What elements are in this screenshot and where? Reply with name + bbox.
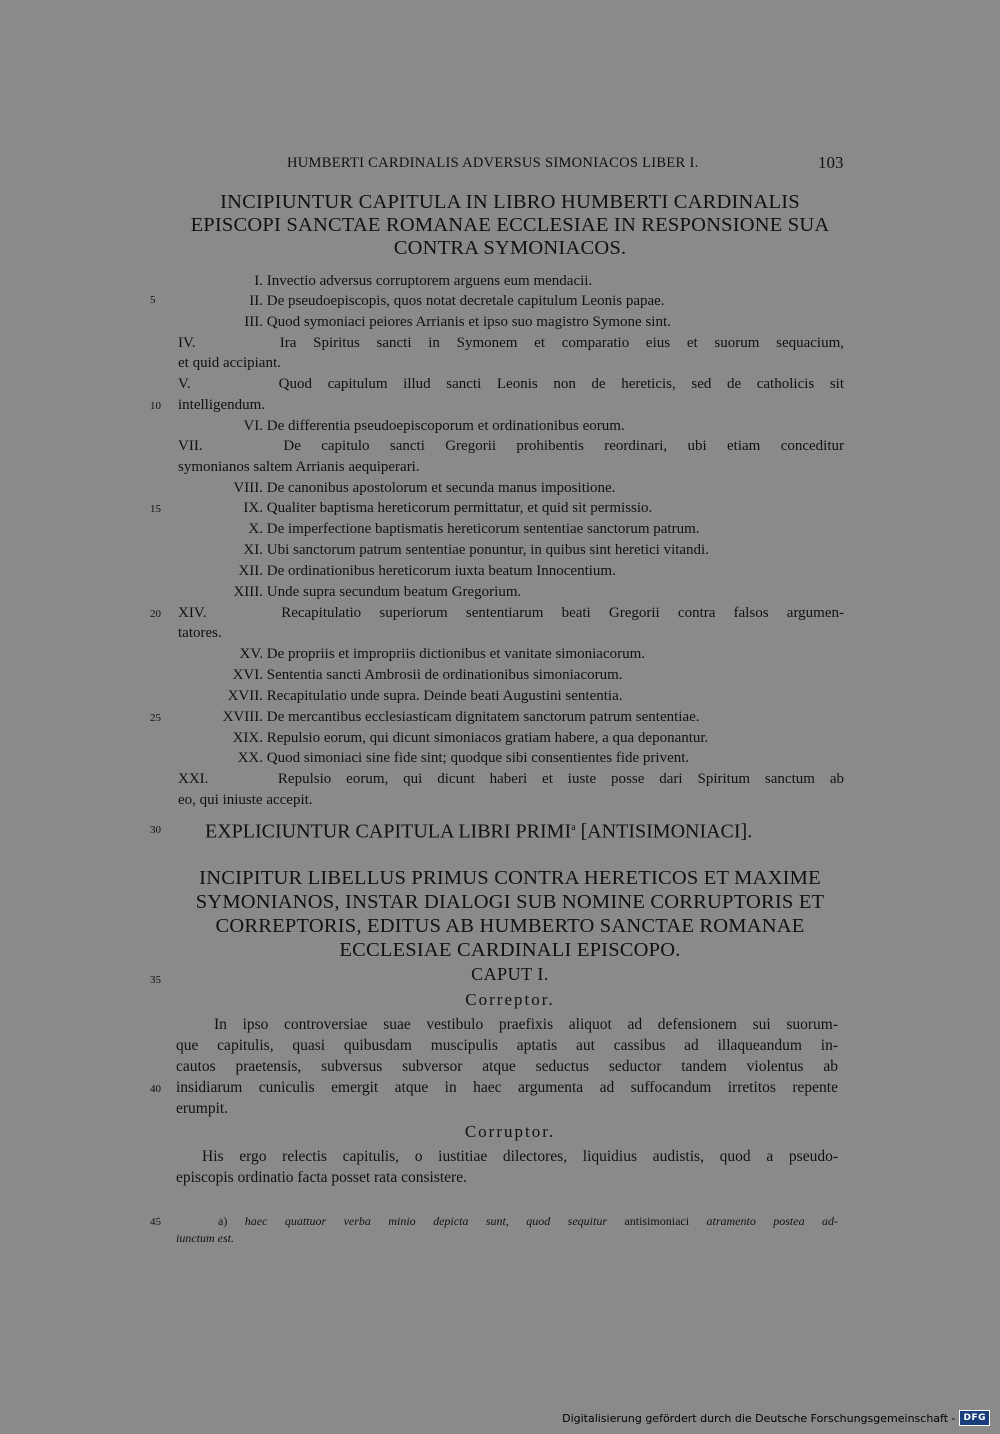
chapter-entry: VI. De differentia pseudoepiscoporum et ordinationibus eorum. <box>243 418 625 434</box>
chapter-entry-continuation: et quid accipiant. <box>178 355 281 371</box>
chapter-entry: XVIII. De mercantibus ecclesiasticam dignitatem sanctorum patrum sententiae. <box>222 709 700 725</box>
dfg-credit-text: Digitalisierung gefördert durch die Deutsche Forschungsgemeinschaft - <box>562 1411 956 1425</box>
heading-line: ECCLESIAE CARDINALI EPISCOPO. <box>339 939 681 961</box>
line-number: 35 <box>150 974 161 986</box>
dfg-logo: DFG <box>959 1410 990 1426</box>
chapter-entry: XIII. Unde supra secundum beatum Gregorium. <box>233 584 522 600</box>
chapter-entry-continuation: tatores. <box>178 625 222 641</box>
chapter-entry: XVI. Sententia sancti Ambrosii de ordinationibus simoniacorum. <box>232 667 623 683</box>
book-heading <box>160 866 860 962</box>
caput-heading: CAPUT I. <box>471 964 549 984</box>
chapter-entry: XII. De ordinationibus hereticorum iuxta beatum Innocentium. <box>238 563 616 579</box>
line-number: 30 <box>150 824 161 836</box>
paragraph: In ipso controversiae suae vestibulo praefixis aliquot ad defensionem sui suorum- que capitulis, quasi quibusdam muscipulis aptatis aut cassibus ad illaqueandum in- cautos praetensis, subversus subversor atque seductus seductor tandem violentus ab insidiarum cuniculis emergit atque in haec argumenta ad suffocandum irretitos repente erumpit. <box>176 1016 838 1117</box>
line-number: 5 <box>150 294 156 306</box>
paragraph: His ergo relectis capitulis, o iustitiae dilectores, liquidius audistis, quod a pseudo- episcopis ordinatio facta posset rata consistere. <box>176 1148 838 1186</box>
line-number: 15 <box>150 503 161 515</box>
chapter-entry: VIII. De canonibus apostolorum et secunda manus impositione. <box>233 480 616 496</box>
chapter-entry: X. De imperfectione baptismatis hereticorum sententiae sanctorum patrum. <box>248 521 700 537</box>
chapter-entry: XX. Quod simoniaci sine fide sint; quodque sibi consentientes fide privent. <box>237 750 690 766</box>
chapters-heading <box>160 191 860 260</box>
chapter-entry: V. Quod capitulum illud sancti Leonis non de hereticis, sed de catholicis sit <box>178 376 845 392</box>
chapter-entry-continuation: symonianos saltem Arrianis aequiperari. <box>178 459 420 475</box>
heading-line: EPISCOPI SANCTAE ROMANAE ECCLESIAE IN RESPONSIONE SUA <box>190 214 830 236</box>
line-number: 40 <box>150 1083 161 1095</box>
chapter-entry: II. De pseudoepiscopis, quos notat decretale capitulum Leonis papae. <box>249 293 665 309</box>
chapter-entry: VII. De capitulo sancti Gregorii prohibentis reordinari, ubi etiam conceditur <box>178 438 844 454</box>
chapter-entry-continuation: intelligendum. <box>178 397 266 413</box>
page-number: 103 <box>818 153 844 172</box>
line-number: 10 <box>150 400 161 412</box>
heading-line: SYMONIANOS, INSTAR DIALOGI SUB NOMINE CORRUPTORIS ET <box>195 891 825 913</box>
chapter-entry: IX. Qualiter baptisma hereticorum permittatur, et quid sit permissio. <box>243 500 653 516</box>
heading-line: CORREPTORIS, EDITUS AB HUMBERTO SANCTAE ROMANAE <box>215 915 805 937</box>
line-number: 25 <box>150 712 161 724</box>
footnote: a) haec quattuor verba minio depicta sunt, quod sequitur antisimoniaci atramento postea ad- iunctum est. <box>176 1214 838 1245</box>
heading-line: INCIPITUR LIBELLUS PRIMUS CONTRA HERETICOS ET MAXIME <box>199 867 821 889</box>
chapter-entry: IV. Ira Spiritus sancti in Symonem et comparatio eius et suorum sequacium, <box>178 335 845 351</box>
speaker-label: Correptor. <box>465 990 555 1009</box>
heading-line: INCIPIUNTUR CAPITULA IN LIBRO HUMBERTI CARDINALIS <box>220 191 800 213</box>
running-title: HUMBERTI CARDINALIS ADVERSUS SIMONIACOS LIBER I. <box>287 155 699 171</box>
chapter-entry: XXI. Repulsio eorum, qui dicunt haberi et iuste posse dari Spiritum sanctum ab <box>178 771 844 787</box>
chapter-entry: XIX. Repulsio eorum, qui dicunt simoniacos gratiam habere, a qua deponantur. <box>232 730 709 746</box>
heading-line: CONTRA SYMONIACOS. <box>393 237 627 259</box>
dfg-credit <box>562 1410 990 1426</box>
line-number: 45 <box>150 1216 161 1228</box>
chapter-entry-continuation: eo, qui iniuste accepit. <box>178 792 313 808</box>
line-number: 20 <box>150 608 161 620</box>
footnote-marker: a <box>571 822 576 833</box>
chapter-entry: XVII. Recapitulatio unde supra. Deinde beati Augustini sententia. <box>227 688 623 704</box>
speaker-label: Corruptor. <box>464 1122 556 1141</box>
running-header <box>0 155 1000 179</box>
chapter-entry: XV. De propriis et impropriis dictionibus et vanitate simoniacorum. <box>239 646 646 662</box>
chapter-entry: XI. Ubi sanctorum patrum sententiae ponuntur, in quibus sint heretici vitandi. <box>243 542 709 558</box>
chapter-entry: I. Invectio adversus corruptorem arguens eum mendacii. <box>254 273 593 289</box>
chapter-entry: III. Quod symoniaci peiores Arrianis et ipso suo magistro Symone sint. <box>244 314 671 330</box>
explicit-heading: EXPLICIUNTUR CAPITULA LIBRI PRIMI$^a$ [ANTISIMONIACI]. <box>205 820 753 843</box>
chapter-entry: XIV. Recapitulatio superiorum sententiarum beati Gregorii contra falsos argumen- <box>178 605 844 621</box>
